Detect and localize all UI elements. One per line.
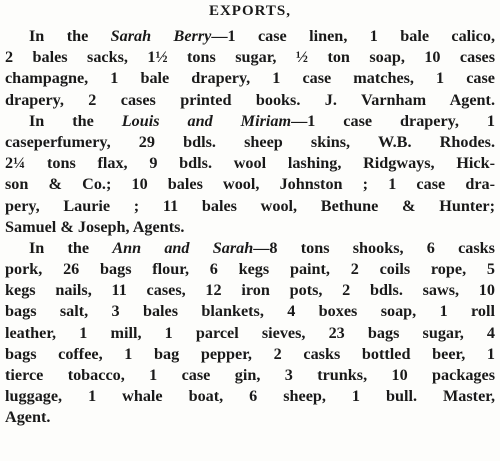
line-text: —8 tons shooks, 6 casks [253,238,495,257]
ship-name: Louis and Miriam [121,111,292,130]
line-text: —1 case drapery, 1 [291,111,495,130]
text-line: 2¼ tons flax, 9 bdls. wool lashing, Ridgways, Hick- [5,154,495,173]
text-line: leather, 1 mill, 1 parcel sieves, 23 bags sugar, 4 [5,323,495,342]
text-line: 2 bales sacks, 1½ tons sugar, ½ ton soap, 10 cases [5,48,495,67]
line-prefix: In the [29,238,113,257]
text-line [5,111,495,132]
ship-name: Ann and Sarah [112,238,254,257]
paragraph-ann-and-sarah [5,238,495,429]
exports-column [5,26,495,429]
text-line: drapery, 2 cases printed books. J. Varnham Agent. [5,90,495,109]
text-line: tierce tobacco, 1 case gin, 3 trunks, 10 packages [5,366,495,384]
text-line: bags coffee, 1 bag pepper, 2 casks bottled beer, 1 [5,344,495,363]
text-line [5,238,495,259]
text-line: caseperfumery, 29 bdls. sheep skins, W.B. Rhodes. [5,132,495,151]
text-line: luggage, 1 whale boat, 6 sheep, 1 bull. Master, [5,387,495,406]
text-line: pork, 26 bags flour, 6 kegs paint, 2 coils rope, 5 [5,260,495,279]
line-prefix: In the [29,111,122,130]
ship-name: Sarah Berry [110,27,212,45]
text-line: Agent. [5,408,51,427]
text-line: bags salt, 3 bales blankets, 4 boxes soap, 1 roll [5,302,495,321]
paragraph-louis-and-miriam [5,111,495,238]
text-line: Samuel & Joseph, Agents. [5,217,185,236]
text-line [5,26,495,47]
heading-exports: EXPORTS, [208,3,292,19]
line-prefix: In the [29,27,111,45]
text-line: pery, Laurie ; 11 bales wool, Bethune & Hunter; [5,196,495,215]
text-line: kegs nails, 11 cases, 12 iron pots, 2 bdls. saws, 10 [5,281,495,300]
text-line: champagne, 1 bale drapery, 1 case matches, 1 case [5,69,495,88]
paragraph-sarah-berry [5,26,495,111]
text-line: son & Co.; 10 bales wool, Johnston ; 1 case dra- [5,175,495,194]
line-text: —1 case linen, 1 bale calico, [211,27,495,45]
